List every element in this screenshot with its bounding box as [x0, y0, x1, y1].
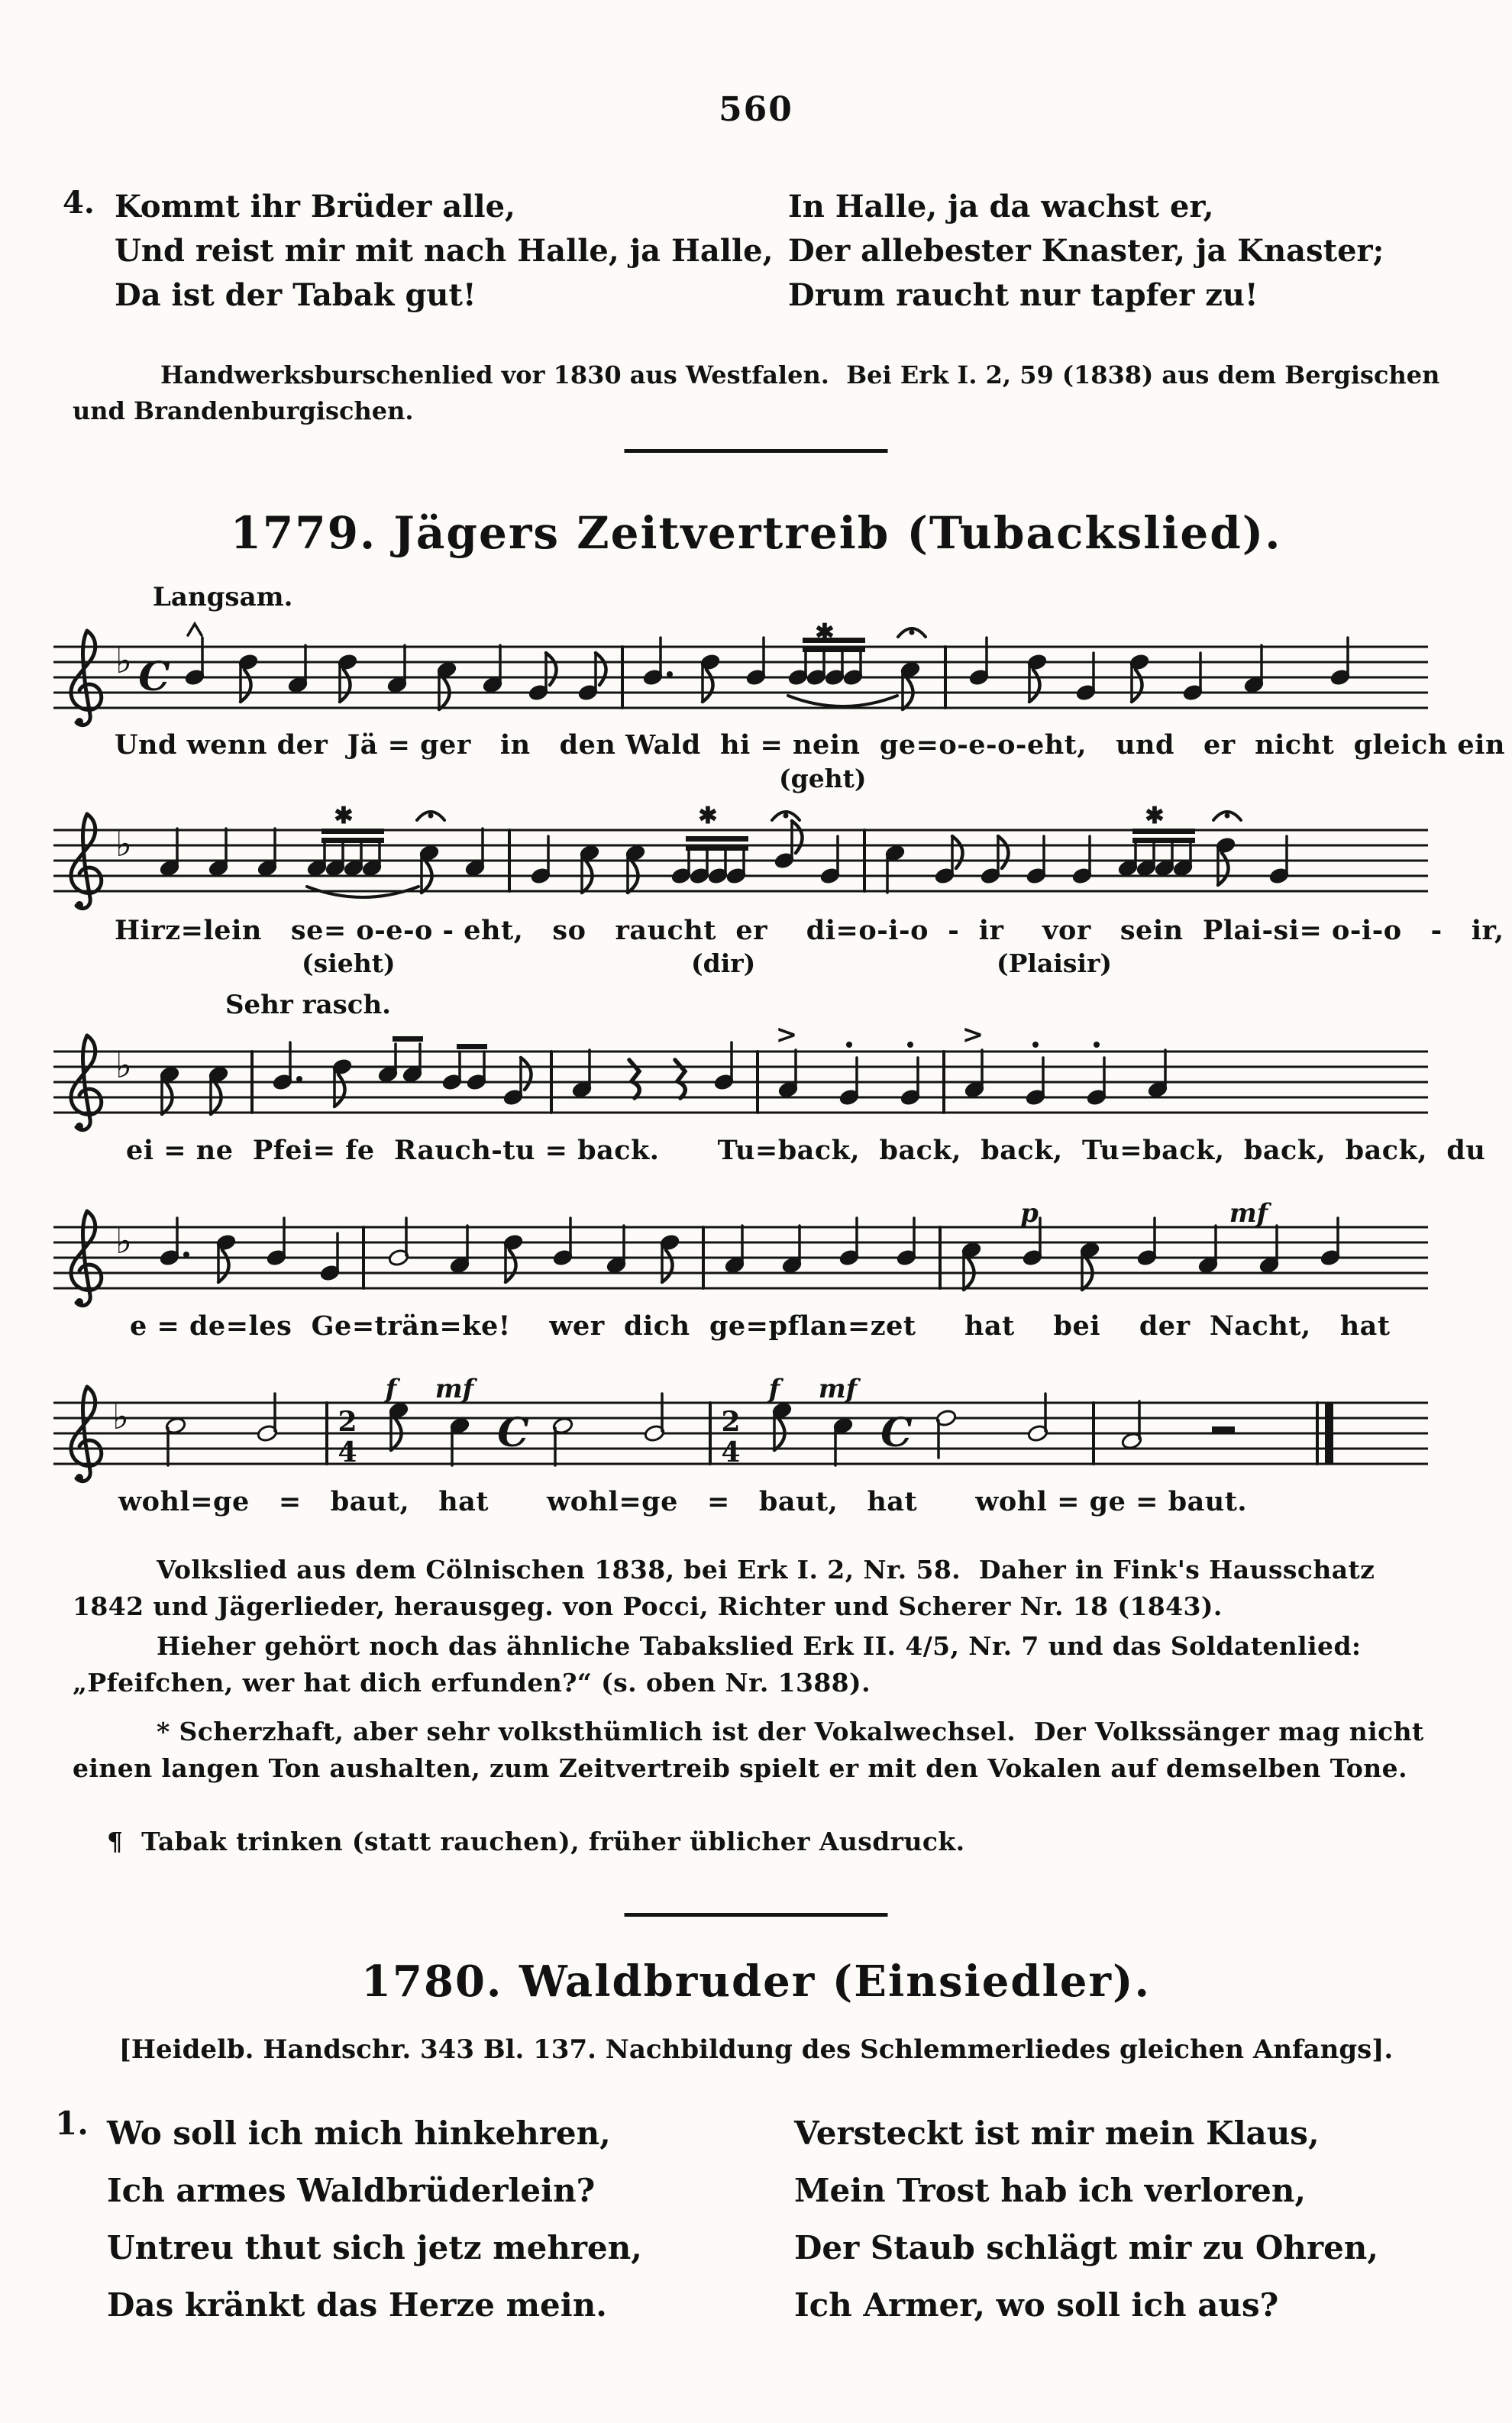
svg-text:C: C: [497, 1410, 529, 1456]
svg-text:✱: ✱: [815, 620, 835, 646]
svg-text:C: C: [880, 1410, 913, 1456]
svg-text:4: 4: [338, 1436, 357, 1468]
verse-line: Der Staub schlägt mir zu Ohren,: [794, 2229, 1378, 2266]
footnote-star-line: einen langen Ton aushalten, zum Zeitvertreib spielt er mit den Vokalen auf demselben Tone.: [73, 1753, 1407, 1783]
verse-line: Wo soll ich mich hinkehren,: [107, 2114, 611, 2152]
verse-1-right-column: [794, 2105, 1378, 2334]
verse-line: Da ist der Tabak gut!: [115, 277, 477, 313]
svg-text:mf: mf: [435, 1376, 474, 1404]
commentary-line: „Pfeifchen, wer hat dich erfunden?“ (s. oben Nr. 1388).: [73, 1668, 871, 1698]
svg-text:✱: ✱: [334, 803, 354, 829]
staff-5-lyrics: wohl=ge = baut, hat wohl=ge = baut, hat wohl = ge = baut.: [118, 1486, 1248, 1517]
commentary-line: Volkslied aus dem Cölnischen 1838, bei Erk I. 2, Nr. 58. Daher in Fink's Hausschatz: [157, 1555, 1375, 1585]
commentary-line: Hieher gehört noch das ähnliche Tabakslied Erk II. 4/5, Nr. 7 und das Soldatenlied:: [157, 1631, 1362, 1661]
verse-line: Drum raucht nur tapfer zu!: [788, 277, 1258, 313]
verse-line: Das kränkt das Herze mein.: [107, 2286, 607, 2324]
verse-line: Untreu thut sich jetz mehren,: [107, 2229, 642, 2266]
verse-1-number: 1.: [55, 2105, 89, 2142]
song-1779-heading: 1779. Jägers Zeitvertreib (Tubackslied).: [230, 507, 1282, 559]
page-number: 560: [719, 90, 793, 129]
attribution-line: und Brandenburgischen.: [73, 396, 414, 425]
svg-text:p: p: [1020, 1200, 1039, 1229]
svg-text:♭: ♭: [115, 1045, 132, 1086]
verse-line: Ich Armer, wo soll ich aus?: [794, 2286, 1279, 2324]
svg-text:♭: ♭: [115, 1220, 132, 1262]
verse-1-left-column: [107, 2105, 642, 2334]
section-divider: [625, 1913, 888, 1917]
verse-4-right-column: [788, 185, 1384, 318]
svg-text:2: 2: [721, 1406, 741, 1438]
svg-text:C: C: [138, 654, 170, 700]
tempo-marking-sehr-rasch: Sehr rasch.: [225, 990, 391, 1020]
music-staff-2: [53, 803, 1428, 918]
verse-line: Ich armes Waldbrüderlein?: [107, 2172, 596, 2209]
svg-text:mf: mf: [1229, 1200, 1268, 1229]
svg-text:f: f: [385, 1376, 397, 1404]
commentary-line: 1842 und Jägerlieder, herausgeg. von Pocci, Richter und Scherer Nr. 18 (1843).: [73, 1591, 1223, 1621]
tempo-marking-langsam: Langsam.: [153, 582, 293, 612]
verse-line: Und reist mir mit nach Halle, ja Halle,: [115, 233, 774, 269]
verse-line: Versteckt ist mir mein Klaus,: [794, 2114, 1320, 2152]
svg-text:f: f: [768, 1376, 780, 1404]
footnote-star-line: * Scherzhaft, aber sehr volksthümlich ist der Vokalwechsel. Der Volkssänger mag nicht: [157, 1717, 1424, 1746]
staff-2-variant-word: (Plaisir): [997, 948, 1112, 978]
verse-line: Kommt ihr Brüder alle,: [115, 189, 515, 225]
song-1780-heading: 1780. Waldbruder (Einsiedler).: [361, 1956, 1151, 2007]
staff-1-lyrics: Und wenn der Jä = ger in den Wald hi = nein ge=o-e-o-eht, und er nicht gleich ein: [115, 729, 1505, 761]
svg-text:mf: mf: [818, 1376, 858, 1404]
song-1780-source: [Heidelb. Handschr. 343 Bl. 137. Nachbildung des Schlemmerliedes gleichen Anfangs].: [118, 2034, 1394, 2065]
svg-text:✱: ✱: [698, 803, 718, 829]
staff-2-lyrics: Hirz=lein se= o-e-o - eht, so raucht er di=o-i-o - ir vor sein Plai-si= o-i-o - ir,: [115, 915, 1504, 946]
verse-4-left-column: [115, 185, 774, 318]
verse-4-number: 4.: [63, 185, 95, 221]
staff-2-variant-word: (dir): [691, 948, 756, 978]
staff-2-variant-word: (sieht): [302, 948, 396, 978]
svg-text:♭: ♭: [112, 1396, 129, 1437]
svg-text:♭: ♭: [115, 640, 132, 681]
music-staff-3: [53, 1025, 1428, 1139]
svg-text:✱: ✱: [1145, 803, 1165, 829]
svg-text:>: >: [775, 1025, 798, 1050]
svg-text:4: 4: [721, 1436, 741, 1468]
staff-1-variant-word: (geht): [779, 764, 867, 793]
svg-text:>: >: [961, 1025, 984, 1050]
footnote-pilcrow: ¶ Tabak trinken (statt rauchen), früher üblicher Ausdruck.: [107, 1827, 965, 1856]
music-staff-5: [53, 1376, 1428, 1491]
music-staff-4: [53, 1200, 1428, 1315]
staff-4-lyrics: e = de=les Ge=trän=ke! wer dich ge=pflan=zet hat bei der Nacht, hat: [130, 1310, 1391, 1342]
svg-text:2: 2: [338, 1406, 357, 1438]
verse-line: In Halle, ja da wachst er,: [788, 189, 1214, 225]
staff-3-lyrics: ei = ne Pfei= fe Rauch-tu = back. Tu=back, back, back, Tu=back, back, back, du: [126, 1135, 1486, 1166]
verse-line: Mein Trost hab ich verloren,: [794, 2172, 1306, 2209]
music-staff-1: [53, 620, 1428, 735]
svg-text:♭: ♭: [115, 823, 132, 864]
verse-line: Der allebester Knaster, ja Knaster;: [788, 233, 1384, 269]
attribution-line: Handwerksburschenlied vor 1830 aus Westfalen. Bei Erk I. 2, 59 (1838) aus dem Bergischen: [160, 360, 1440, 389]
section-divider: [625, 449, 888, 453]
